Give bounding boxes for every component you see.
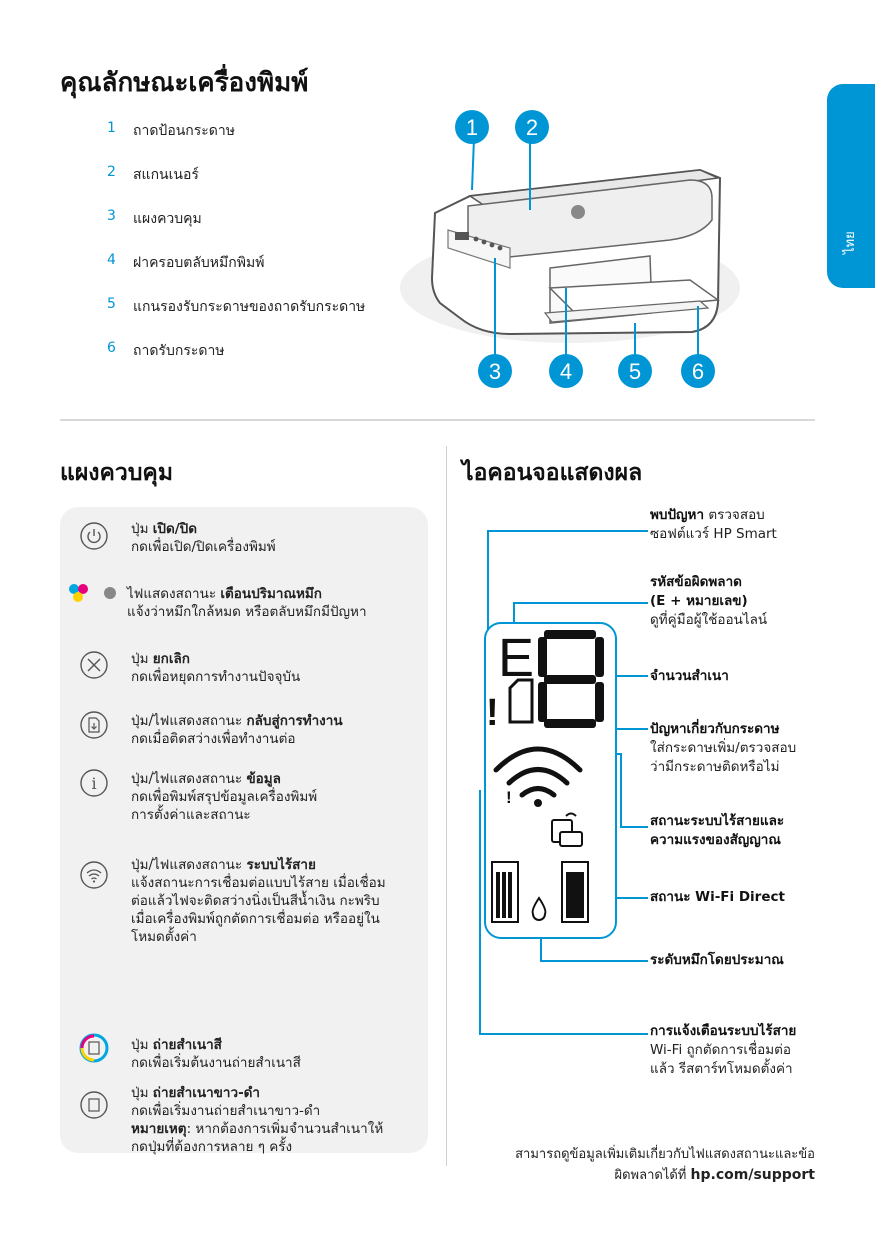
problem-exclaim: ! — [486, 692, 499, 734]
feature-number: 1 — [107, 120, 116, 136]
feature-label: ฝาครอบตลับหมึกพิมพ์ — [133, 255, 265, 271]
language-tab[interactable] — [827, 84, 875, 288]
ink-alert-icon — [66, 583, 122, 609]
label-wireless-alert: การแจ้งเตือนระบบไร้สาย Wi-Fi ถูกตัดการเชื่อมต่อ แล้ว รีสตาร์ทโหมดตั้งค่า — [650, 1023, 797, 1077]
label-wireless-status: สถานะระบบไร้สายและ ความแรงของสัญญาณ — [650, 813, 785, 848]
svg-text:4: 4 — [559, 359, 573, 384]
control-item-power: ปุ่ม เปิด/ปิด กดเพื่อเปิด/ปิดเครื่องพิมพ์ — [131, 521, 276, 555]
display-icons-title: ไอคอนจอแสดงผล — [462, 460, 643, 486]
control-item-wireless: ปุ่ม/ไฟแสดงสถานะ ระบบไร้สาย แจ้งสถานะการเชื่อมต่อแบบไร้สาย เมื่อเชื่อม ต่อแล้วไฟจะติดสว่างนิ่งเป็นสีน้ำเงิน กะพริบ เมื่อเครื่องพิมพ์ถูกตัดการเชื่อมต่อ หรืออยู่ใน โหมดตั้งค่า — [131, 857, 386, 945]
resume-icon — [79, 710, 109, 740]
callout-3 — [478, 354, 512, 388]
hp-logo-icon — [571, 205, 585, 219]
svg-text:5: 5 — [628, 359, 642, 384]
feature-number: 4 — [107, 252, 116, 268]
svg-text:1: 1 — [465, 115, 479, 140]
power-icon — [79, 521, 109, 551]
support-footer: สามารถดูข้อมูลเพิ่มเติมเกี่ยวกับไฟแสดงสถานะและข้อ ผิดพลาดได้ที่ hp.com/support — [515, 1147, 815, 1183]
feature-label: สแกนเนอร์ — [133, 167, 199, 183]
control-item-mono-copy: ปุ่ม ถ่ายสำเนาขาว-ดำ กดเพื่อเริ่มงานถ่ายสำเนาขาว-ดำ หมายเหตุ: หากต้องการเพิ่มจำนวนสำเนาให้ กดปุ่มที่ต้องการหลาย ๆ ครั้ง — [131, 1085, 384, 1155]
label-wifi-direct: สถานะ Wi-Fi Direct — [650, 889, 785, 905]
cancel-icon — [79, 650, 109, 680]
error-letter: E — [498, 628, 535, 688]
column-divider — [446, 446, 447, 1166]
label-error-code: รหัสข้อผิดพลาด (E + หมายเลข) ดูที่คู่มือผู้ใช้ออนไลน์ — [650, 574, 768, 628]
svg-text:i: i — [91, 774, 97, 793]
svg-text:3: 3 — [488, 359, 502, 384]
wireless-icon — [79, 860, 109, 890]
feature-label: แกนรองรับกระดาษของถาดรับกระดาษ — [133, 299, 366, 315]
support-link[interactable]: hp.com/support — [690, 1167, 815, 1183]
color-copy-icon — [79, 1033, 109, 1063]
control-item-resume: ปุ่ม/ไฟแสดงสถานะ กลับสู่การทำงาน กดเมื่อติดสว่างเพื่อทำงานต่อ — [131, 713, 343, 747]
feature-label: ถาดรับกระดาษ — [133, 343, 225, 359]
feature-number: 2 — [107, 164, 116, 180]
display-diagram — [476, 500, 651, 1070]
language-tab-label: ไทย — [843, 231, 858, 254]
display-mini — [455, 232, 469, 240]
control-panel-title: แผงควบคุม — [60, 460, 173, 486]
callout-1 — [455, 110, 489, 144]
printer-illustration — [400, 108, 760, 393]
info-icon — [79, 768, 109, 798]
feature-label: แผงควบคุม — [133, 211, 202, 227]
wireless-alert-exclaim: ! — [506, 788, 512, 807]
control-item-cancel: ปุ่ม ยกเลิก กดเพื่อหยุดการทำงานปัจจุบัน — [131, 651, 301, 685]
control-item-info: ปุ่ม/ไฟแสดงสถานะ ข้อมูล กดเพื่อพิมพ์สรุปข้อมูลเครื่องพิมพ์ การตั้งค่าและสถานะ — [131, 771, 318, 823]
label-copies: จำนวนสำเนา — [650, 668, 729, 684]
page-title: คุณลักษณะเครื่องพิมพ์ — [60, 68, 309, 98]
control-item-color-copy: ปุ่ม ถ่ายสำเนาสี กดเพื่อเริ่มต้นงานถ่ายสำเนาสี — [131, 1037, 301, 1071]
callout-5 — [618, 354, 652, 388]
section-divider — [60, 419, 815, 421]
label-ink-level: ระดับหมึกโดยประมาณ — [650, 952, 784, 968]
control-item-ink-alert: ไฟแสดงสถานะ เตือนปริมาณหมึก แจ้งว่าหมึกใกล้หมด หรือตลับหมึกมีปัญหา — [127, 586, 367, 620]
svg-text:2: 2 — [525, 115, 539, 140]
feature-number: 5 — [107, 296, 116, 312]
svg-text:6: 6 — [691, 359, 705, 384]
label-paper-problem: ปัญหาเกี่ยวกับกระดาษ ใส่กระดาษเพิ่ม/ตรวจสอบ ว่ามีกระดาษติดหรือไม่ — [650, 721, 797, 775]
feature-number: 6 — [107, 340, 116, 356]
callout-4 — [549, 354, 583, 388]
feature-number: 3 — [107, 208, 116, 224]
label-problem: พบปัญหา ตรวจสอบ ซอฟต์แวร์ HP Smart — [650, 507, 777, 542]
callout-6 — [681, 354, 715, 388]
mono-copy-icon — [79, 1090, 109, 1120]
feature-label: ถาดป้อนกระดาษ — [133, 123, 235, 139]
callout-2 — [515, 110, 549, 144]
